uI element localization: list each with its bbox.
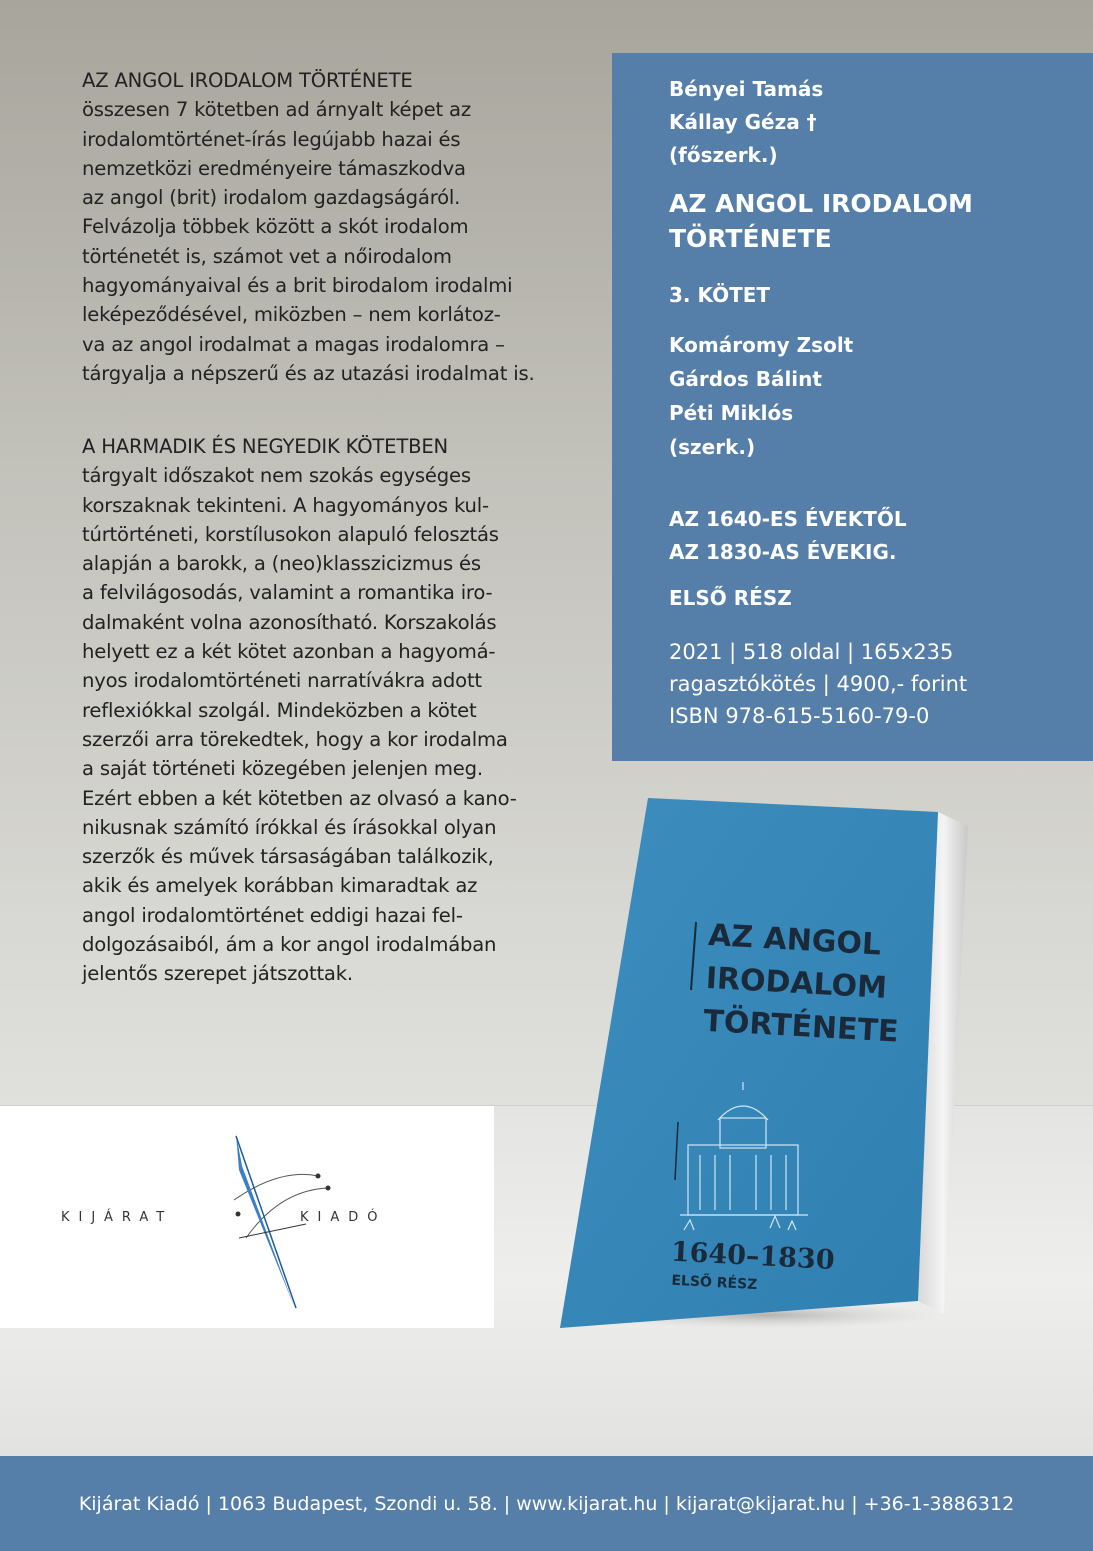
text-line: reflexiókkal szolgál. Mindeközben a kötet xyxy=(82,698,477,722)
period-label xyxy=(669,503,907,569)
book-title-line: IRODALOM xyxy=(704,960,888,1006)
text-line: Ezért ebben a két kötetben az olvasó a kano- xyxy=(82,786,517,810)
text-line: szerzők és művek társaságában találkozik, xyxy=(82,845,494,869)
text-line: dalmaként volna azonosítható. Korszakolás xyxy=(82,610,497,634)
editor-role: (szerk.) xyxy=(669,435,756,459)
book-cover-image xyxy=(560,790,1000,1350)
book-years: 1640–1830 xyxy=(670,1236,836,1277)
details-line: ragasztókötés | 4900,- forint xyxy=(669,672,968,696)
text-line: dolgozásaiból, ám a kor angol irodalmában xyxy=(82,933,497,957)
part-label: ELSŐ RÉSZ xyxy=(669,586,792,610)
text-line: tárgyalt időszakot nem szokás egységes xyxy=(82,464,471,488)
book-details xyxy=(669,636,967,732)
text-line: nikusnak számító írókkal és írásokkal olyan xyxy=(82,815,497,839)
period-line: AZ 1640-ES ÉVEKTŐL xyxy=(669,507,907,531)
text-line: korszaknak tekinteni. A hagyományos kul- xyxy=(82,493,489,517)
book-info-panel xyxy=(612,53,1093,761)
logo-text-right: KIADÓ xyxy=(300,1210,387,1225)
description-paragraph-2 xyxy=(82,432,562,989)
editor-role: (főszerk.) xyxy=(669,143,778,167)
details-line: 2021 | 518 oldal | 165x235 xyxy=(669,640,954,664)
description-paragraph-1 xyxy=(82,66,562,388)
footer-text: Kijárat Kiadó | 1063 Budapest, Szondi u. 58. | www.kijarat.hu | kijarat@kijarat.hu | +36-1-3886312 xyxy=(78,1492,1015,1515)
text-line: tárgyalja a népszerű és az utazási irodalmat is. xyxy=(82,361,535,385)
period-line: AZ 1830-AS ÉVEKIG. xyxy=(669,540,897,564)
text-line: Felvázolja többek között a skót irodalom xyxy=(82,215,469,239)
footer-contact xyxy=(0,1456,1093,1551)
title-line: AZ ANGOL IRODALOM xyxy=(669,189,973,218)
book-title-line: AZ ANGOL xyxy=(707,917,882,963)
text-line: a felvilágosodás, valamint a romantika iro- xyxy=(82,581,493,605)
text-line: AZ ANGOL IRODALOM TÖRTÉNETE xyxy=(82,69,413,92)
text-line: va az angol irodalmat a magas irodalomra – xyxy=(82,332,505,356)
editor-name: Gárdos Bálint xyxy=(669,367,822,391)
text-line: történetét is, számot vet a nőirodalom xyxy=(82,244,452,268)
text-line: hagyományaival és a brit birodalom irodalmi xyxy=(82,274,513,298)
text-line: helyett ez a két kötet azonban a hagyomá- xyxy=(82,640,496,664)
text-line: túrtörténeti, korstílusokon alapuló felosztás xyxy=(82,522,499,546)
editor-name: Péti Miklós xyxy=(669,401,794,425)
book-title xyxy=(669,186,973,256)
book-illustration xyxy=(560,790,1000,1350)
chief-editors xyxy=(669,73,823,172)
text-line: szerzői arra törekedtek, hogy a kor irodalma xyxy=(82,727,508,751)
title-line: TÖRTÉNETE xyxy=(669,224,832,253)
editor-name: Komáromy Zsolt xyxy=(669,333,854,357)
text-line: A HARMADIK ÉS NEGYEDIK KÖTETBEN xyxy=(82,435,449,458)
text-line: nemzetközi eredményeire támaszkodva xyxy=(82,156,466,180)
author-name: Kállay Géza † xyxy=(669,110,817,134)
book-title-line: TÖRTÉNETE xyxy=(702,1003,900,1050)
volume-label: 3. KÖTET xyxy=(669,283,771,307)
text-line: akik és amelyek korábban kimaradtak az xyxy=(82,874,478,898)
text-line: angol irodalomtörténet eddigi hazai fel- xyxy=(82,903,463,927)
logo-text-left: KIJÁRAT xyxy=(61,1210,174,1225)
text-line: nyos irodalomtörténeti narratívákra adott xyxy=(82,669,482,693)
text-line: alapján a barokk, a (neo)klasszicizmus és xyxy=(82,552,481,576)
text-line: a saját történeti közegében jelenjen meg. xyxy=(82,757,483,781)
text-line: irodalomtörténet-írás legújabb hazai és xyxy=(82,127,461,151)
volume-editors xyxy=(669,328,853,464)
book-part: ELSŐ RÉSZ xyxy=(671,1272,758,1294)
text-line: összesen 7 kötetben ad árnyalt képet az xyxy=(82,98,471,122)
text-line: leképeződésével, miközben – nem korlátoz- xyxy=(82,303,501,327)
text-line: jelentős szerepet játszottak. xyxy=(82,962,353,986)
details-line: ISBN 978-615-5160-79-0 xyxy=(669,704,930,728)
publisher-logo xyxy=(0,1106,494,1328)
author-name: Bényei Tamás xyxy=(669,77,824,101)
text-line: az angol (brit) irodalom gazdagságáról. xyxy=(82,186,461,210)
